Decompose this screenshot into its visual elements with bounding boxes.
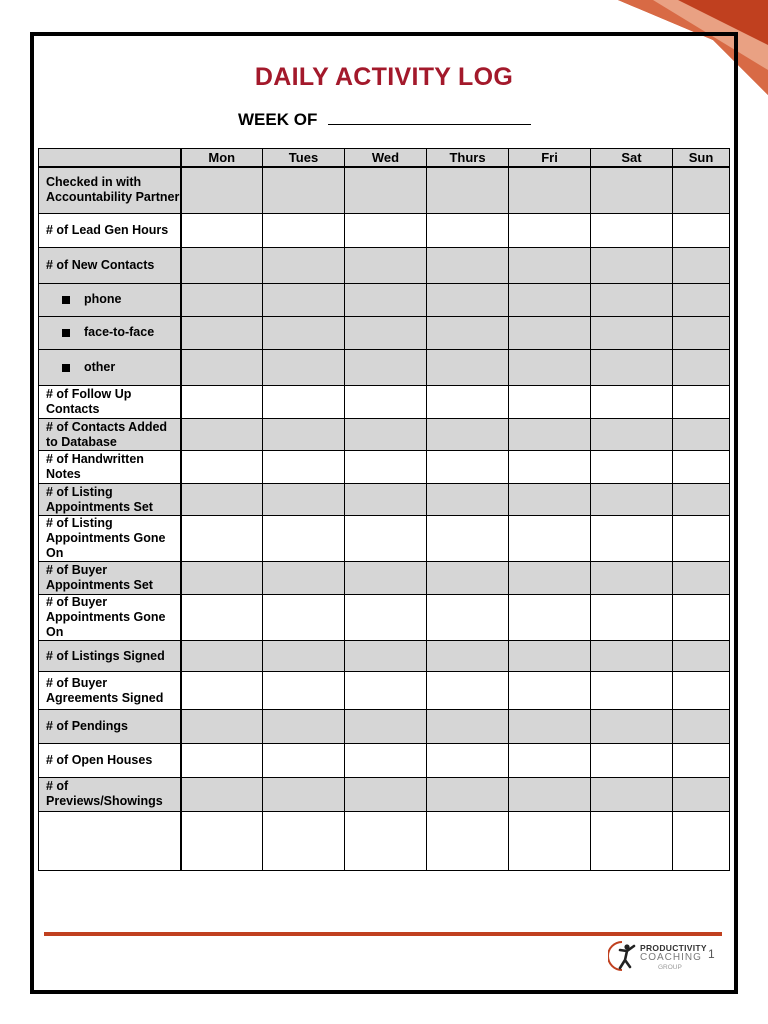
logo-text [640,943,707,973]
entry-cell[interactable] [427,516,509,562]
entry-cell[interactable] [673,641,730,672]
entry-cell[interactable] [263,167,345,213]
entry-cell[interactable] [509,709,591,743]
entry-cell[interactable] [181,213,263,247]
entry-cell[interactable] [345,484,427,516]
entry-cell[interactable] [345,516,427,562]
table-row [39,385,730,418]
entry-cell[interactable] [509,167,591,213]
entry-cell[interactable] [673,418,730,450]
entry-cell[interactable] [673,484,730,516]
row-label-text: # of Listing Appointments Set [46,484,153,514]
entry-cell[interactable] [263,316,345,349]
footer-rule [44,932,722,936]
entry-cell[interactable] [509,418,591,450]
row-label-text: # of Buyer Agreements Signed [46,675,164,705]
entry-cell[interactable] [591,349,673,385]
entry-cell[interactable] [591,385,673,418]
entry-cell[interactable] [673,451,730,484]
entry-cell[interactable] [181,451,263,484]
entry-cell[interactable] [509,484,591,516]
entry-cell[interactable] [509,213,591,247]
entry-cell[interactable] [345,167,427,213]
table-row [39,167,730,213]
entry-cell[interactable] [591,641,673,672]
entry-cell[interactable] [427,213,509,247]
table-row [39,777,730,811]
entry-cell[interactable] [427,777,509,811]
row-label [39,672,181,709]
entry-cell[interactable] [509,641,591,672]
row-label [39,595,181,641]
bullet-square-icon [62,296,70,304]
entry-cell[interactable] [263,349,345,385]
row-label-text: # of Buyer Appointments Gone On [46,595,166,640]
row-label-text: # of Open Houses [46,752,153,767]
day-header: Wed [345,149,427,168]
entry-cell[interactable] [345,385,427,418]
entry-cell[interactable] [509,385,591,418]
entry-cell[interactable] [181,316,263,349]
entry-cell[interactable] [181,709,263,743]
row-label [39,247,181,283]
entry-cell[interactable] [345,743,427,777]
entry-cell[interactable] [509,777,591,811]
row-label [39,562,181,595]
entry-cell[interactable] [591,743,673,777]
entry-cell[interactable] [427,743,509,777]
row-label [39,451,181,484]
entry-cell[interactable] [591,167,673,213]
entry-cell[interactable] [427,451,509,484]
row-label-text: # of Listings Signed [46,648,165,663]
entry-cell[interactable] [673,672,730,709]
row-label-text: phone [84,292,122,307]
entry-cell[interactable] [673,349,730,385]
row-label-text: # of Handwritten Notes [46,452,144,482]
entry-cell[interactable] [345,811,427,870]
entry-cell[interactable] [591,672,673,709]
entry-cell[interactable] [427,562,509,595]
entry-cell[interactable] [427,811,509,870]
day-header: Thurs [427,149,509,168]
entry-cell[interactable] [427,283,509,316]
entry-cell[interactable] [509,247,591,283]
entry-cell[interactable] [181,777,263,811]
entry-cell[interactable] [263,516,345,562]
entry-cell[interactable] [263,777,345,811]
row-label-text: # of Lead Gen Hours [46,222,169,237]
page-number: 1 [708,947,715,961]
entry-cell[interactable] [181,562,263,595]
table-row [39,213,730,247]
entry-cell[interactable] [427,709,509,743]
entry-cell[interactable] [263,451,345,484]
logo-line2: COACHING [640,952,702,963]
row-label [39,418,181,450]
entry-cell[interactable] [673,743,730,777]
entry-cell[interactable] [509,316,591,349]
table-row [39,562,730,595]
entry-cell[interactable] [263,385,345,418]
entry-cell[interactable] [263,213,345,247]
entry-cell[interactable] [673,167,730,213]
entry-cell[interactable] [509,349,591,385]
row-label [39,385,181,418]
entry-cell[interactable] [263,709,345,743]
entry-cell[interactable] [345,247,427,283]
entry-cell[interactable] [345,562,427,595]
entry-cell[interactable] [673,811,730,870]
table-row [39,743,730,777]
day-header: Sun [673,149,730,168]
entry-cell[interactable] [427,595,509,641]
entry-cell[interactable] [591,451,673,484]
header-corner-cell [39,149,181,168]
entry-cell[interactable] [509,595,591,641]
entry-cell[interactable] [427,672,509,709]
entry-cell[interactable] [345,349,427,385]
entry-cell[interactable] [181,743,263,777]
row-label [39,167,181,213]
table-row [39,811,730,870]
row-label [39,516,181,562]
entry-cell[interactable] [345,283,427,316]
row-label [39,349,181,385]
week-of-field [238,110,531,130]
row-label [39,811,181,870]
entry-cell[interactable] [427,418,509,450]
day-header: Fri [509,149,591,168]
entry-cell[interactable] [673,283,730,316]
table-row [39,672,730,709]
table-row [39,516,730,562]
entry-cell[interactable] [263,247,345,283]
entry-cell[interactable] [181,418,263,450]
entry-cell[interactable] [181,484,263,516]
entry-cell[interactable] [345,595,427,641]
table-row [39,418,730,450]
entry-cell[interactable] [673,316,730,349]
entry-cell[interactable] [345,672,427,709]
bullet-square-icon [62,364,70,372]
entry-cell[interactable] [263,484,345,516]
entry-cell[interactable] [509,451,591,484]
entry-cell[interactable] [181,349,263,385]
entry-cell[interactable] [345,418,427,450]
entry-cell[interactable] [181,811,263,870]
entry-cell[interactable] [181,247,263,283]
row-label-text: # of Listing Appointments Gone On [46,516,166,561]
entry-cell[interactable] [427,247,509,283]
week-of-label: WEEK OF [238,110,318,129]
week-of-blank-line[interactable] [328,110,531,125]
table-row [39,283,730,316]
table-row [39,451,730,484]
entry-cell[interactable] [591,516,673,562]
entry-cell[interactable] [427,316,509,349]
entry-cell[interactable] [181,641,263,672]
entry-cell[interactable] [591,283,673,316]
table-body [39,167,730,871]
entry-cell[interactable] [673,562,730,595]
row-label [39,641,181,672]
entry-cell[interactable] [673,516,730,562]
table-row [39,709,730,743]
entry-cell[interactable] [181,385,263,418]
entry-cell[interactable] [509,743,591,777]
entry-cell[interactable] [345,213,427,247]
row-label [39,283,181,316]
day-header: Sat [591,149,673,168]
entry-cell[interactable] [509,283,591,316]
table-header-row [39,149,730,168]
document-title: DAILY ACTIVITY LOG [254,63,514,91]
entry-cell[interactable] [509,562,591,595]
entry-cell[interactable] [263,811,345,870]
row-label-text: Checked in with Accountability Partner [46,175,180,205]
activity-log-table [38,148,730,871]
row-label-text: # of Pendings [46,718,128,733]
logo-line3: GROUP [658,964,682,971]
entry-cell[interactable] [591,709,673,743]
entry-cell[interactable] [427,349,509,385]
table-row [39,316,730,349]
entry-cell[interactable] [673,385,730,418]
entry-cell[interactable] [509,516,591,562]
entry-cell[interactable] [345,777,427,811]
row-label-text: # of Buyer Appointments Set [46,563,153,593]
entry-cell[interactable] [263,562,345,595]
row-label-text: face-to-face [84,325,155,340]
entry-cell[interactable] [345,451,427,484]
table-row [39,595,730,641]
entry-cell[interactable] [263,283,345,316]
entry-cell[interactable] [591,562,673,595]
entry-cell[interactable] [263,641,345,672]
entry-cell[interactable] [591,777,673,811]
table-row [39,247,730,283]
entry-cell[interactable] [345,316,427,349]
entry-cell[interactable] [181,516,263,562]
row-label [39,743,181,777]
entry-cell[interactable] [427,641,509,672]
logo-line1: PRODUCTIVITY [640,943,707,953]
entry-cell[interactable] [427,385,509,418]
row-label-text: # of Contacts Added to Database [46,419,168,449]
entry-cell[interactable] [181,283,263,316]
entry-cell[interactable] [427,167,509,213]
entry-cell[interactable] [673,777,730,811]
row-label [39,709,181,743]
table-row [39,641,730,672]
entry-cell[interactable] [427,484,509,516]
row-label-text: other [84,359,116,374]
row-label-text: # of New Contacts [46,257,155,272]
entry-cell[interactable] [345,641,427,672]
entry-cell[interactable] [673,213,730,247]
entry-cell[interactable] [263,418,345,450]
row-label [39,484,181,516]
bullet-square-icon [62,329,70,337]
entry-cell[interactable] [673,247,730,283]
entry-cell[interactable] [591,595,673,641]
row-label [39,316,181,349]
entry-cell[interactable] [509,672,591,709]
row-label-text: # of Follow Up Contacts [46,386,132,416]
entry-cell[interactable] [263,672,345,709]
entry-cell[interactable] [345,709,427,743]
day-header: Tues [263,149,345,168]
row-label-text: # of Previews/Showings [46,779,163,809]
entry-cell[interactable] [181,672,263,709]
table-row [39,484,730,516]
entry-cell[interactable] [509,811,591,870]
entry-cell[interactable] [591,247,673,283]
entry-cell[interactable] [263,595,345,641]
entry-cell[interactable] [673,709,730,743]
day-header: Mon [181,149,263,168]
entry-cell[interactable] [591,316,673,349]
entry-cell[interactable] [591,484,673,516]
entry-cell[interactable] [181,167,263,213]
entry-cell[interactable] [673,595,730,641]
row-label [39,777,181,811]
row-label [39,213,181,247]
entry-cell[interactable] [591,418,673,450]
table-row [39,349,730,385]
entry-cell[interactable] [591,811,673,870]
entry-cell[interactable] [263,743,345,777]
entry-cell[interactable] [591,213,673,247]
entry-cell[interactable] [181,595,263,641]
